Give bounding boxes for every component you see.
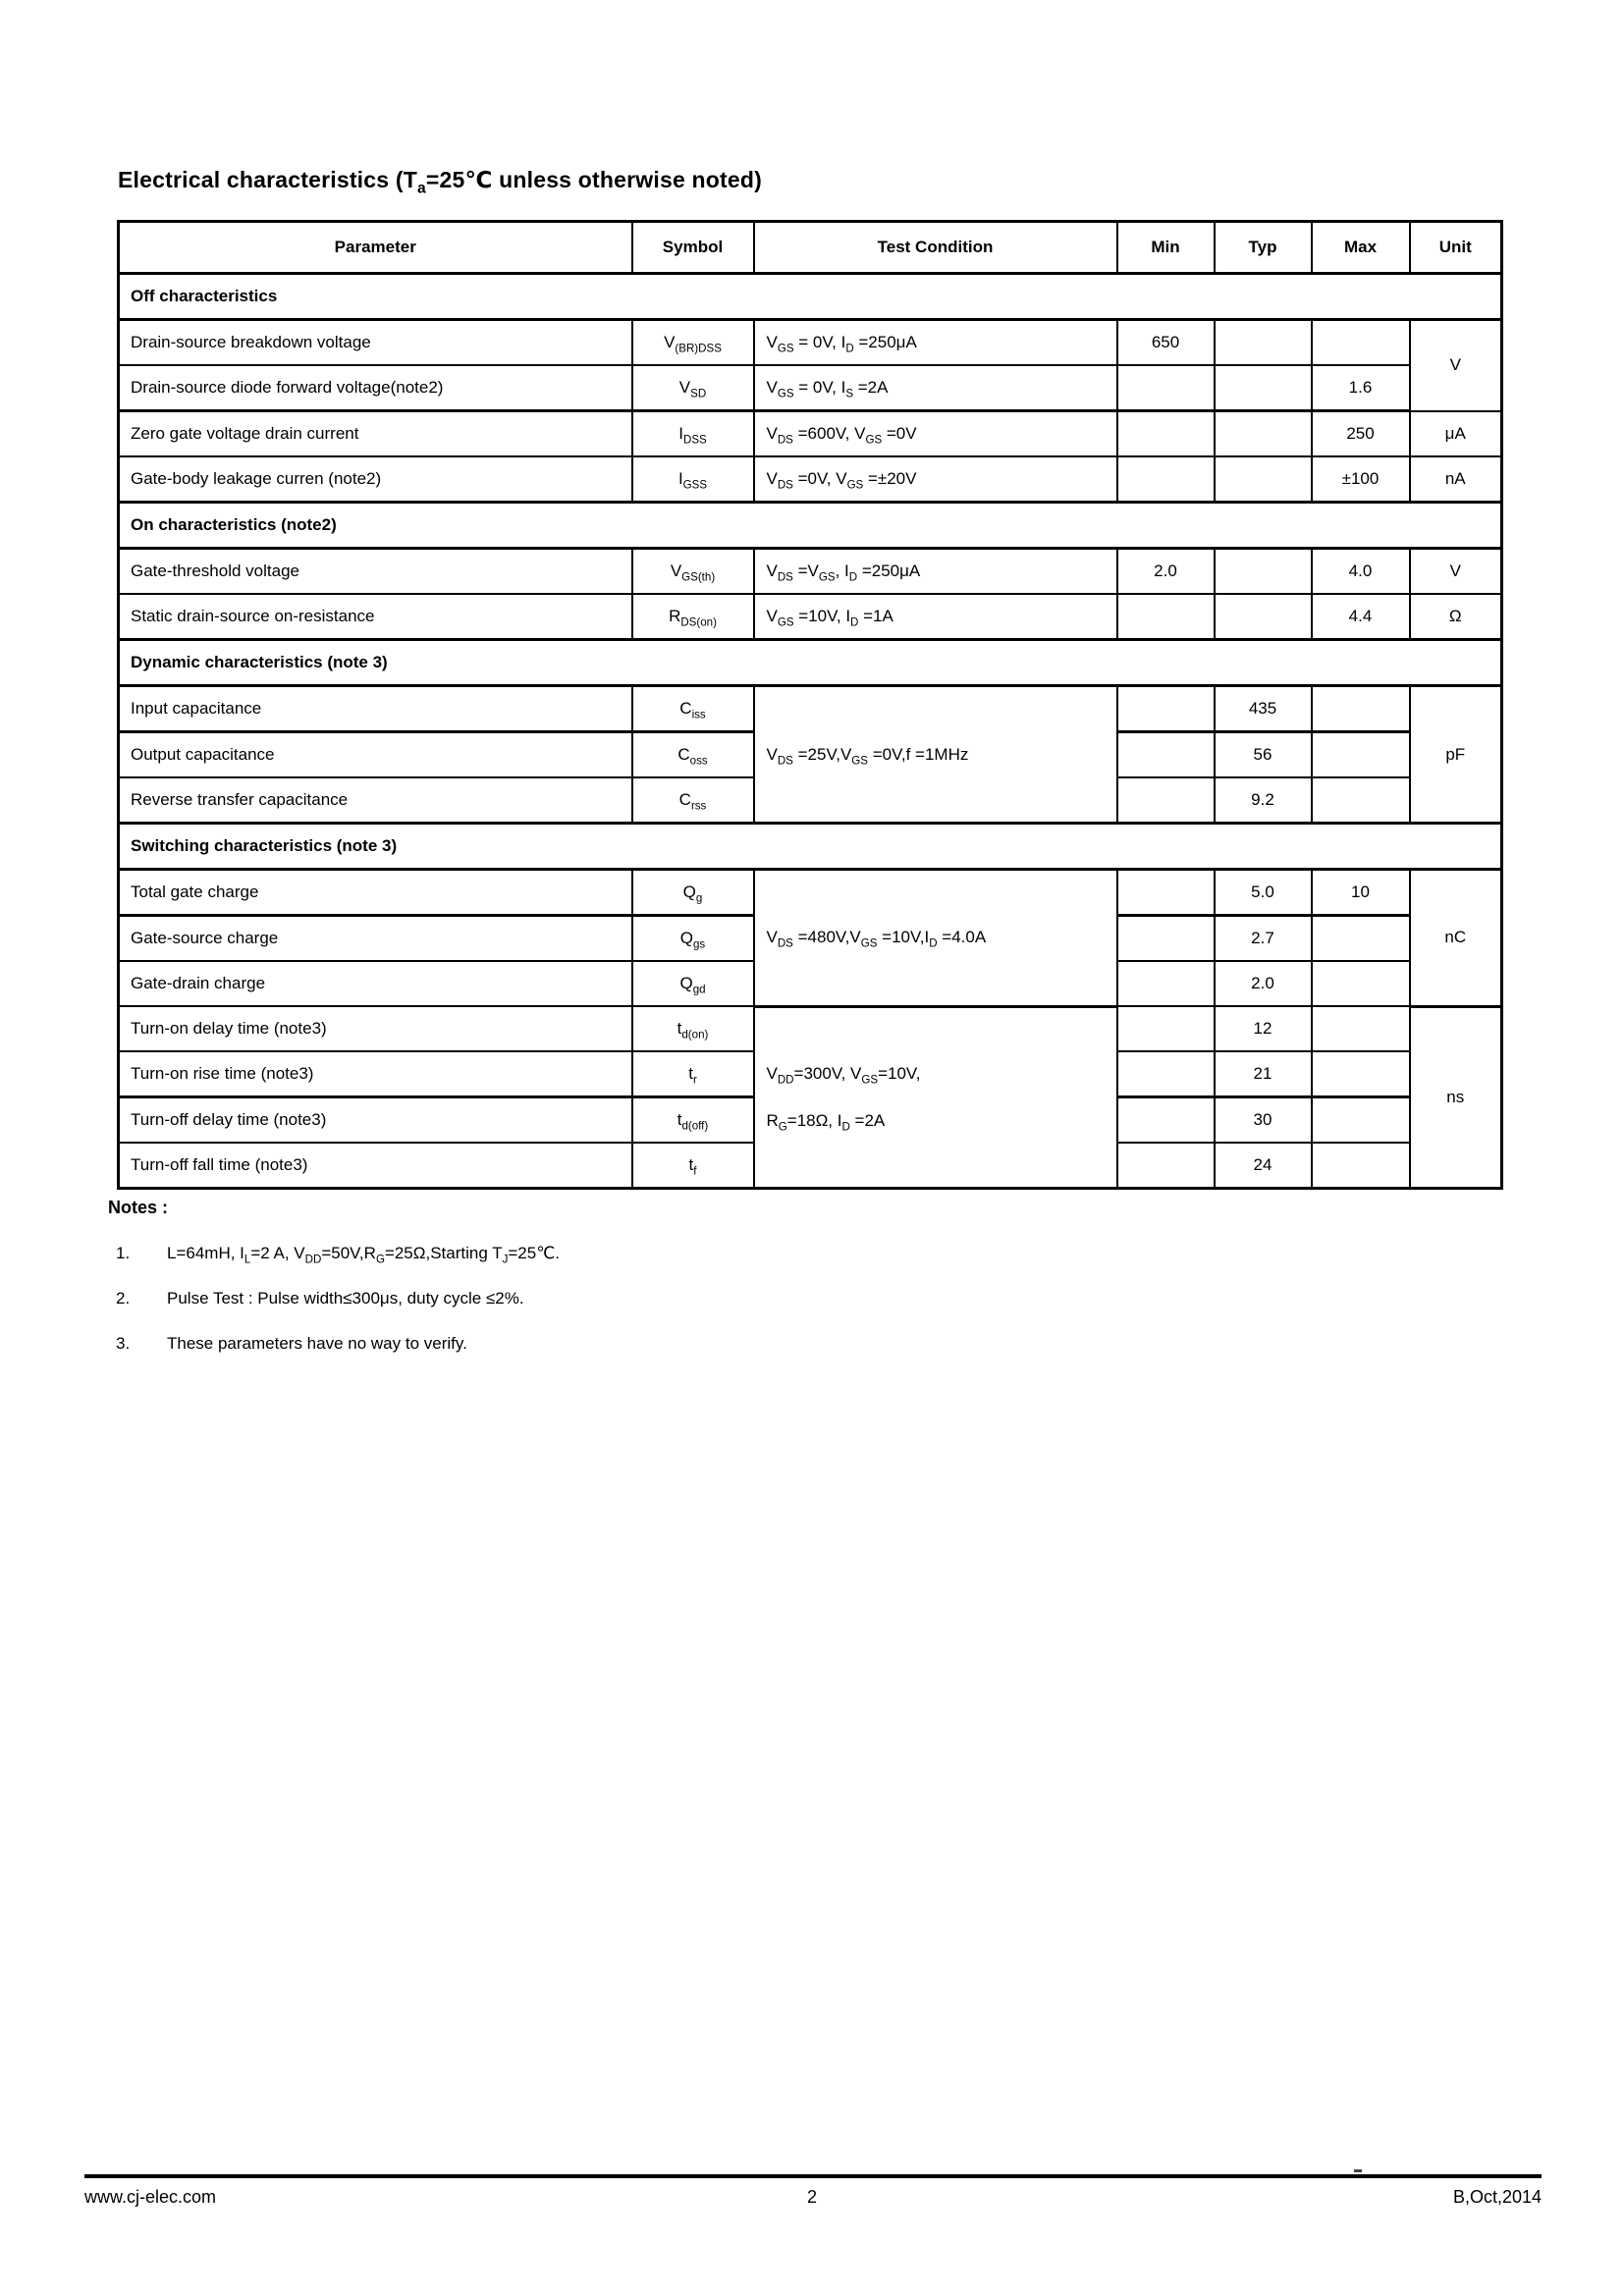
symbol-cell: $C_{rss}$ <box>632 777 754 824</box>
footer-page-number: 2 <box>806 2187 817 2207</box>
condition-cell: $V_{DS} =600V$, $V_{GS} =0V$ <box>754 411 1117 457</box>
typ-cell <box>1215 365 1312 411</box>
min-cell <box>1117 961 1215 1006</box>
max-cell <box>1312 732 1410 778</box>
param-cell: Gate-drain charge <box>119 961 632 1006</box>
table-row <box>119 365 1502 411</box>
min-cell <box>1117 456 1215 503</box>
table-row <box>119 870 1502 916</box>
header-symbol: Symbol <box>632 222 754 274</box>
min-cell <box>1117 1051 1215 1097</box>
symbol-cell: $I_{DSS}$ <box>632 411 754 457</box>
param-cell: Turn-off delay time (note3) <box>119 1097 632 1144</box>
condition-cell: $V_{DS} =V_{GS}$, $I_D =250\mu A$ <box>754 549 1117 595</box>
footer-rule <box>84 2174 1542 2178</box>
condition-cell: $V_{GS} = 0V$, $I_D =250\mu A$ <box>754 320 1117 366</box>
symbol-cell: $Q_{gd}$ <box>632 961 754 1006</box>
footer-website: www.cj-elec.com <box>84 2187 217 2207</box>
symbol-cell: $t_{d(off)}$ <box>632 1097 754 1144</box>
typ-cell: 2.0 <box>1215 961 1312 1006</box>
symbol-cell: $t_{d(on)}$ <box>632 1006 754 1051</box>
unit-cell: ns <box>1410 1006 1502 1189</box>
unit-cell: μA <box>1410 411 1502 457</box>
section-off-characteristics <box>119 274 1502 320</box>
max-cell: 4.4 <box>1312 594 1410 640</box>
typ-cell <box>1215 549 1312 595</box>
symbol-cell: $I_{GSS}$ <box>632 456 754 503</box>
typ-cell: 435 <box>1215 686 1312 732</box>
typ-cell: 2.7 <box>1215 916 1312 962</box>
unit-cell: nA <box>1410 456 1502 503</box>
min-cell <box>1117 365 1215 411</box>
unit-cell: V <box>1410 320 1502 411</box>
max-cell <box>1312 777 1410 824</box>
max-cell: 10 <box>1312 870 1410 916</box>
param-cell: Zero gate voltage drain current <box>119 411 632 457</box>
unit-cell: nC <box>1410 870 1502 1007</box>
table-row <box>119 1006 1502 1051</box>
param-cell: Drain-source diode forward voltage(note2) <box>119 365 632 411</box>
typ-cell: 9.2 <box>1215 777 1312 824</box>
min-cell <box>1117 1006 1215 1051</box>
min-cell <box>1117 777 1215 824</box>
typ-cell: 5.0 <box>1215 870 1312 916</box>
note-text: These parameters have no way to verify. <box>167 1334 467 1353</box>
max-cell: 1.6 <box>1312 365 1410 411</box>
condition-cell: $V_{DS} =480V,V_{GS} =10V,I_D =4.0A$ <box>754 870 1117 1007</box>
param-cell: Total gate charge <box>119 870 632 916</box>
condition-cell: $V_{DS} =0V$, $V_{GS} =\pm 20V$ <box>754 456 1117 503</box>
symbol-cell: $V_{SD}$ <box>632 365 754 411</box>
typ-cell <box>1215 320 1312 366</box>
min-cell: 2.0 <box>1117 549 1215 595</box>
typ-cell: 24 <box>1215 1143 1312 1189</box>
electrical-characteristics-table <box>117 220 1503 1190</box>
max-cell <box>1312 686 1410 732</box>
symbol-cell: $R_{DS(on)}$ <box>632 594 754 640</box>
condition-cell: $V_{DD}=300V$, $V_{GS}=10V$, $R_G=18\Omega$, $I_D =2A$ <box>754 1006 1117 1189</box>
param-cell: Gate-body leakage curren (note2) <box>119 456 632 503</box>
section-switching-characteristics <box>119 824 1502 870</box>
param-cell: Static drain-source on-resistance <box>119 594 632 640</box>
note-number: 3. <box>116 1334 131 1353</box>
max-cell <box>1312 916 1410 962</box>
note-number: 1. <box>116 1244 131 1262</box>
min-cell <box>1117 1143 1215 1189</box>
header-test-condition: Test Condition <box>754 222 1117 274</box>
param-cell: Gate-threshold voltage <box>119 549 632 595</box>
max-cell <box>1312 1051 1410 1097</box>
section-dynamic-characteristics <box>119 640 1502 686</box>
max-cell <box>1312 320 1410 366</box>
min-cell <box>1117 732 1215 778</box>
max-cell: 4.0 <box>1312 549 1410 595</box>
notes-section <box>108 1198 1188 1354</box>
param-cell: Gate-source charge <box>119 916 632 962</box>
condition-cell: $V_{GS} =10V$, $I_D =1A$ <box>754 594 1117 640</box>
symbol-cell: $Q_{gs}$ <box>632 916 754 962</box>
param-cell: Turn-off fall time (note3) <box>119 1143 632 1189</box>
header-max: Max <box>1312 222 1410 274</box>
condition-cell: $V_{GS} = 0V$, $I_S =2A$ <box>754 365 1117 411</box>
note-text: Pulse Test : Pulse width≤300μs, duty cycle ≤2%. <box>167 1289 524 1308</box>
unit-cell: pF <box>1410 686 1502 824</box>
table-row <box>119 549 1502 595</box>
header-typ: Typ <box>1215 222 1312 274</box>
header-parameter: Parameter <box>119 222 632 274</box>
max-cell: 250 <box>1312 411 1410 457</box>
min-cell <box>1117 411 1215 457</box>
max-cell <box>1312 1143 1410 1189</box>
page-title: Electrical characteristics ($T_a=25℃$ unless otherwise noted) <box>118 167 762 197</box>
param-cell: Output capacitance <box>119 732 632 778</box>
max-cell: ±100 <box>1312 456 1410 503</box>
notes-heading: Notes : <box>108 1198 169 1217</box>
min-cell <box>1117 686 1215 732</box>
table-row <box>119 320 1502 366</box>
symbol-cell: $C_{oss}$ <box>632 732 754 778</box>
symbol-cell: $Q_g$ <box>632 870 754 916</box>
symbol-cell: $C_{iss}$ <box>632 686 754 732</box>
header-unit: Unit <box>1410 222 1502 274</box>
unit-cell: Ω <box>1410 594 1502 640</box>
typ-cell: 56 <box>1215 732 1312 778</box>
typ-cell <box>1215 594 1312 640</box>
typ-cell: 30 <box>1215 1097 1312 1144</box>
table-row <box>119 456 1502 503</box>
max-cell <box>1312 1006 1410 1051</box>
header-min: Min <box>1117 222 1215 274</box>
unit-cell: V <box>1410 549 1502 595</box>
note-text: L=64mH, $I_L=2$ A, $V_{DD}=50V,R_G=25\Omega,Starting$ $T_J=25℃$. <box>167 1244 561 1266</box>
param-cell: Turn-on delay time (note3) <box>119 1006 632 1051</box>
section-title: Dynamic characteristics (note 3) <box>119 640 1502 686</box>
note-item <box>108 1334 1188 1354</box>
typ-cell <box>1215 411 1312 457</box>
table-row <box>119 594 1502 640</box>
min-cell <box>1117 916 1215 962</box>
note-number: 2. <box>116 1289 131 1308</box>
condition-cell: $V_{DS} =25V,V_{GS} =0V,f =1MHz$ <box>754 686 1117 824</box>
min-cell <box>1117 1097 1215 1144</box>
table-row <box>119 411 1502 457</box>
symbol-cell: $V_{(BR)DSS}$ <box>632 320 754 366</box>
symbol-cell: $V_{GS(th)}$ <box>632 549 754 595</box>
param-cell: Turn-on rise time (note3) <box>119 1051 632 1097</box>
note-item <box>108 1244 1188 1266</box>
min-cell <box>1117 870 1215 916</box>
footer-revision: B,Oct,2014 <box>1452 2187 1542 2207</box>
typ-cell: 21 <box>1215 1051 1312 1097</box>
param-cell: Input capacitance <box>119 686 632 732</box>
stray-scan-mark <box>1354 2169 1362 2172</box>
section-on-characteristics <box>119 503 1502 549</box>
symbol-cell: $t_r$ <box>632 1051 754 1097</box>
table-row <box>119 686 1502 732</box>
max-cell <box>1312 1097 1410 1144</box>
section-title: Off characteristics <box>119 274 1502 320</box>
section-title: On characteristics (note2) <box>119 503 1502 549</box>
typ-cell: 12 <box>1215 1006 1312 1051</box>
section-title: Switching characteristics (note 3) <box>119 824 1502 870</box>
table-header-row <box>119 222 1502 274</box>
param-cell: Reverse transfer capacitance <box>119 777 632 824</box>
param-cell: Drain-source breakdown voltage <box>119 320 632 366</box>
typ-cell <box>1215 456 1312 503</box>
min-cell: 650 <box>1117 320 1215 366</box>
min-cell <box>1117 594 1215 640</box>
note-item <box>108 1289 1188 1308</box>
max-cell <box>1312 961 1410 1006</box>
symbol-cell: $t_f$ <box>632 1143 754 1189</box>
